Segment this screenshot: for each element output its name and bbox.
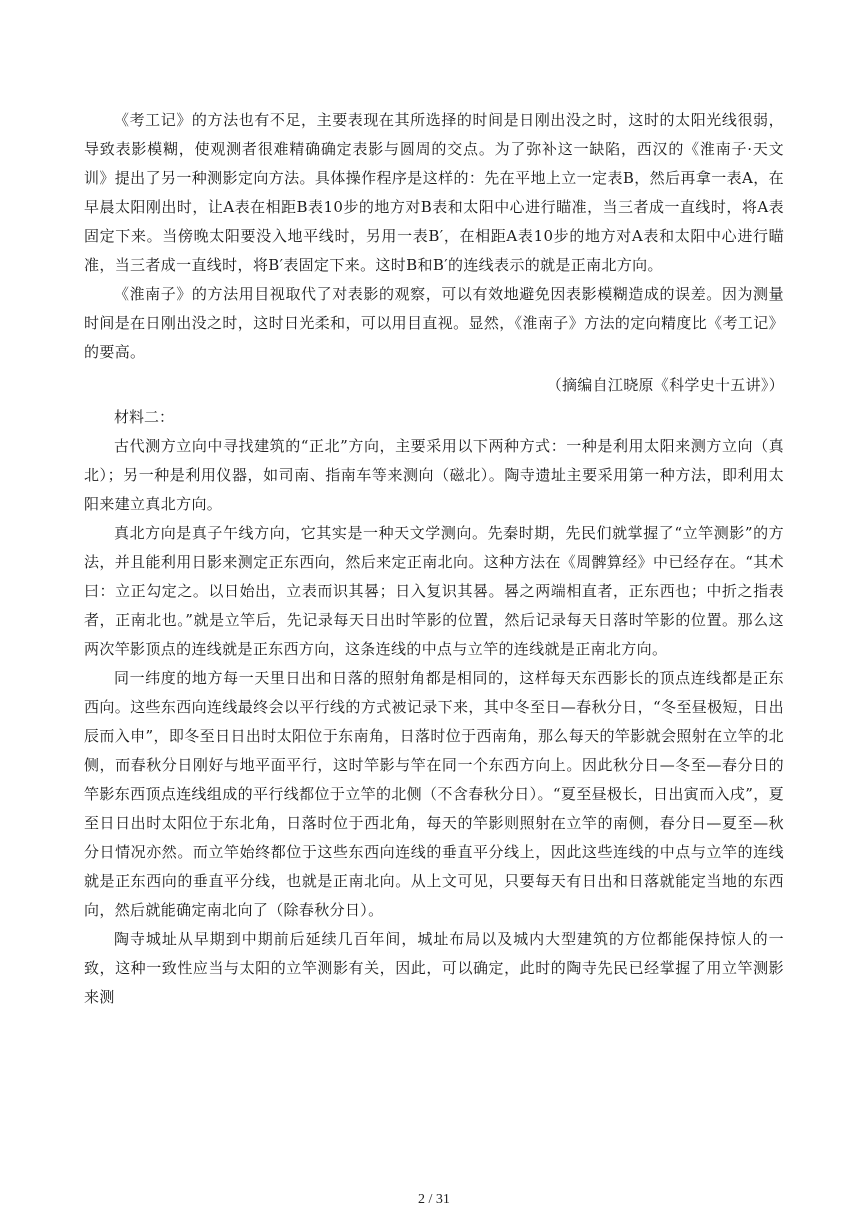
paragraph-huainanzi-method: 《淮南子》的方法用目视取代了对表影的观察，可以有效地避免因表影模糊造成的误差。因为测量时间是在日刚出没之时，这时日光柔和，可以用目直视。显然，《淮南子》方法的定向精度比《考工记》的要高。 bbox=[84, 285, 784, 361]
paragraph-kaogongji-method: 《考工记》的方法也有不足，主要表现在其所选择的时间是日刚出没之时，这时的太阳光线很弱，导致表影模糊，使观测者很难精确确定表影与圆周的交点。为了弥补这一缺陷，西汉的《淮南子·天文训》提出了另一种测影定向方法。具体操作程序是这样的：先在平地上立一定表B，然后再拿一表A，在早晨太阳刚出时，让A表在相距B表10步的地方对B表和太阳中心进行瞄准，当三者成一直线时，将A表固定下来。当傍晚太阳要没入地平线时，另用一表B′，在相距A表10步的地方对A表和太阳中心进行瞄准，当三者成一直线时，将B′表固定下来。这时B和B′的连线表示的就是正南北方向。 bbox=[84, 111, 784, 274]
material-two-heading: 材料二： bbox=[114, 408, 175, 426]
paragraph-true-north: 古代测方立向中寻找建筑的“正北”方向，主要采用以下两种方式：一种是利用太阳来测方立向（真北）；另一种是利用仪器，如司南、指南车等来测向（磁北）。陶寺遗址主要采用第一种方法，即利用太阳来建立真北方向。 bbox=[84, 437, 784, 513]
paragraph-taosi-site: 陶寺城址从早期到中期前后延续几百年间，城址布局以及城内大型建筑的方位都能保持惊人的一致，这种一致性应当与太阳的立竿测影有关，因此，可以确定，此时的陶寺先民已经掌握了用立竿测影来测 bbox=[84, 930, 784, 1006]
paragraph-latitude-shadows: 同一纬度的地方每一天里日出和日落的照射角都是相同的，这样每天东西影长的顶点连线都是正东西向。这些东西向连线最终会以平行线的方式被记录下来，其中冬至日—春秋分日，“冬至昼极短，日出辰而入申”，即冬至日日出时太阳位于东南角，日落时位于西南角，那么每天的竿影就会照射在立竿的北侧，而春秋分日刚好与地平面平行，这时竿影与竿在同一个东西方向上。因此秋分日—冬至—春分日的竿影东西顶点连线组成的平行线都位于立竿的北侧（不含春秋分日）。“夏至昼极长，日出寅而入戌”，夏至日日出时太阳位于东北角，日落时位于西北角，每天的竿影则照射在立竿的南侧，春分日—夏至—秋分日情况亦然。而立竿始终都位于这些东西向连线的垂直平分线上，因此这些连线的中点与立竿的连线就是正东西向的垂直平分线，也就是正南北向。从上文可见，只要每天有日出和日落就能定当地的东西向，然后就能确定南北向了（除春秋分日）。 bbox=[84, 669, 784, 919]
page-number: 2 / 31 bbox=[418, 1192, 450, 1207]
source-citation: （摘编自江晓原《科学史十五讲》） bbox=[546, 376, 784, 394]
document-body bbox=[84, 106, 784, 1012]
paragraph-meridian: 真北方向是真子午线方向，它其实是一种天文学测向。先秦时期，先民们就掌握了“立竿测影”的方法，并且能利用日影来测定正东西向，然后来定正南北向。这种方法在《周髀算经》中已经存在。“其术曰：立正勾定之。以日始出，立表而识其晷；日入复识其晷。晷之两端相直者，正东西也；中折之指表者，正南北也。”就是立竿后，先记录每天日出时竿影的位置，然后记录每天日落时竿影的位置。那么这两次竿影顶点的连线就是正东西方向，这条连线的中点与立竿的连线就是正南北方向。 bbox=[84, 524, 784, 658]
